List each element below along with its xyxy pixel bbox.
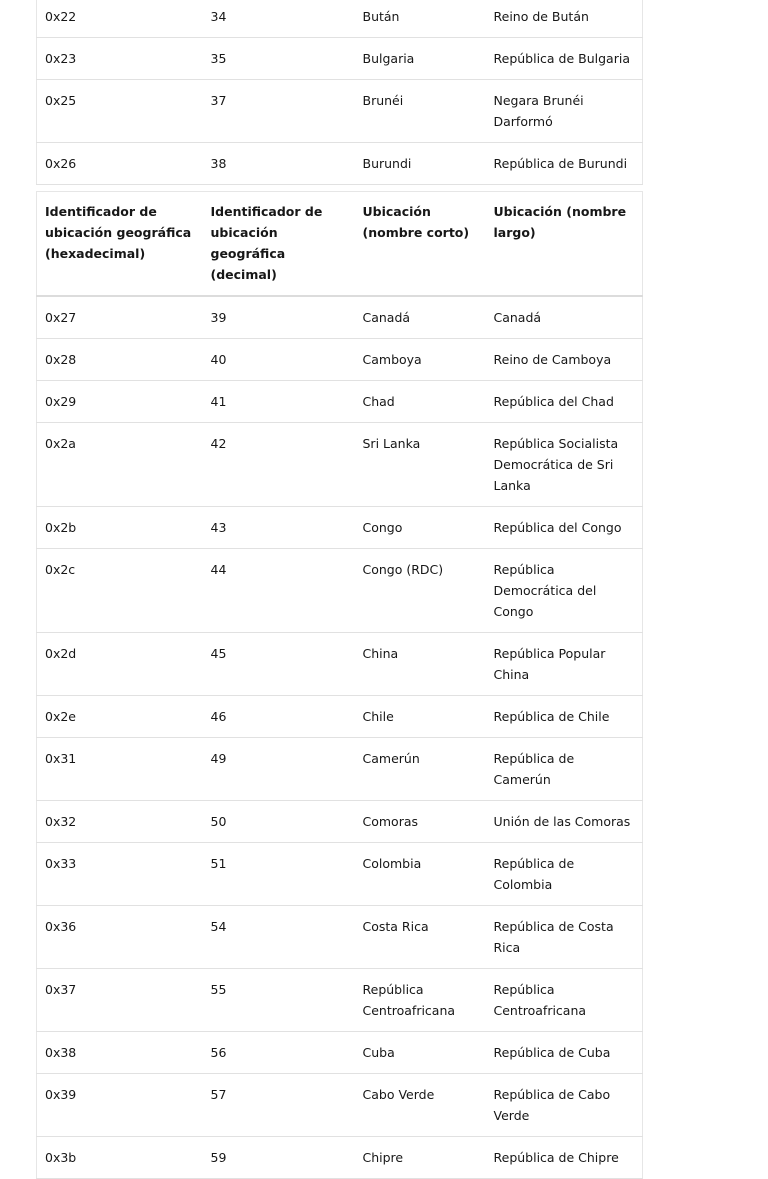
cell-long-name: Unión de las Comoras [486, 801, 643, 843]
cell-short-name: Cabo Verde [355, 1074, 486, 1137]
table-row [37, 339, 643, 381]
cell-short-name: Chile [355, 696, 486, 738]
cell-long-name: República Democrática del Congo [486, 549, 643, 633]
table-row [37, 1137, 643, 1179]
cell-short-name: Colombia [355, 843, 486, 906]
cell-long-name: República Socialista Democrática de Sri Lanka [486, 423, 643, 507]
header-hex-id: Identificador de ubicación geográfica (hexadecimal) [37, 192, 203, 297]
table-row [37, 296, 643, 339]
cell-long-name: República de Bulgaria [486, 38, 643, 80]
cell-decimal-id: 43 [203, 507, 355, 549]
cell-hex-id: 0x25 [37, 80, 203, 143]
cell-decimal-id: 39 [203, 296, 355, 339]
cell-long-name: República de Cabo Verde [486, 1074, 643, 1137]
cell-long-name: República del Congo [486, 507, 643, 549]
cell-hex-id: 0x2c [37, 549, 203, 633]
cell-hex-id: 0x27 [37, 296, 203, 339]
cell-hex-id: 0x26 [37, 143, 203, 185]
cell-hex-id: 0x32 [37, 801, 203, 843]
cell-decimal-id: 59 [203, 1137, 355, 1179]
cell-decimal-id: 34 [203, 0, 355, 38]
cell-short-name: Bulgaria [355, 38, 486, 80]
table-row [37, 143, 643, 185]
header-short-name: Ubicación (nombre corto) [355, 192, 486, 297]
cell-decimal-id: 57 [203, 1074, 355, 1137]
cell-decimal-id: 44 [203, 549, 355, 633]
cell-long-name: Reino de Camboya [486, 339, 643, 381]
table-row [37, 381, 643, 423]
cell-short-name: Chipre [355, 1137, 486, 1179]
table-row [37, 696, 643, 738]
cell-decimal-id: 40 [203, 339, 355, 381]
table-row [37, 969, 643, 1032]
cell-long-name: República de Chipre [486, 1137, 643, 1179]
table-row [37, 507, 643, 549]
cell-hex-id: 0x2d [37, 633, 203, 696]
cell-short-name: Bután [355, 0, 486, 38]
table-body [37, 0, 643, 185]
cell-long-name: República de Camerún [486, 738, 643, 801]
cell-hex-id: 0x2e [37, 696, 203, 738]
geo-table [36, 191, 643, 1179]
table-row [37, 423, 643, 507]
table-header-row [37, 192, 643, 297]
table-row [37, 843, 643, 906]
header-decimal-id: Identificador de ubicación geográfica (decimal) [203, 192, 355, 297]
cell-decimal-id: 45 [203, 633, 355, 696]
cell-decimal-id: 42 [203, 423, 355, 507]
cell-hex-id: 0x36 [37, 906, 203, 969]
table-row [37, 633, 643, 696]
cell-long-name: Reino de Bután [486, 0, 643, 38]
cell-hex-id: 0x22 [37, 0, 203, 38]
table-row [37, 0, 643, 38]
table-row [37, 906, 643, 969]
table-row [37, 549, 643, 633]
cell-hex-id: 0x3b [37, 1137, 203, 1179]
cell-decimal-id: 55 [203, 969, 355, 1032]
cell-short-name: Camboya [355, 339, 486, 381]
cell-decimal-id: 37 [203, 80, 355, 143]
cell-hex-id: 0x23 [37, 38, 203, 80]
cell-long-name: República de Chile [486, 696, 643, 738]
cell-short-name: Chad [355, 381, 486, 423]
cell-short-name: Camerún [355, 738, 486, 801]
header-long-name: Ubicación (nombre largo) [486, 192, 643, 297]
cell-long-name: República de Colombia [486, 843, 643, 906]
cell-short-name: Canadá [355, 296, 486, 339]
cell-hex-id: 0x37 [37, 969, 203, 1032]
cell-decimal-id: 51 [203, 843, 355, 906]
cell-hex-id: 0x2b [37, 507, 203, 549]
cell-long-name: Canadá [486, 296, 643, 339]
table-row [37, 1074, 643, 1137]
cell-hex-id: 0x33 [37, 843, 203, 906]
cell-long-name: República de Cuba [486, 1032, 643, 1074]
cell-short-name: Burundi [355, 143, 486, 185]
cell-short-name: Brunéi [355, 80, 486, 143]
cell-short-name: República Centroafricana [355, 969, 486, 1032]
table-row [37, 738, 643, 801]
table-row [37, 80, 643, 143]
cell-decimal-id: 35 [203, 38, 355, 80]
cell-short-name: Congo (RDC) [355, 549, 486, 633]
cell-decimal-id: 49 [203, 738, 355, 801]
cell-short-name: China [355, 633, 486, 696]
cell-long-name: República de Costa Rica [486, 906, 643, 969]
cell-short-name: Costa Rica [355, 906, 486, 969]
cell-hex-id: 0x38 [37, 1032, 203, 1074]
cell-decimal-id: 41 [203, 381, 355, 423]
cell-decimal-id: 38 [203, 143, 355, 185]
cell-hex-id: 0x29 [37, 381, 203, 423]
cell-long-name: República Centroafricana [486, 969, 643, 1032]
cell-decimal-id: 54 [203, 906, 355, 969]
cell-short-name: Congo [355, 507, 486, 549]
cell-long-name: República de Burundi [486, 143, 643, 185]
cell-short-name: Sri Lanka [355, 423, 486, 507]
cell-hex-id: 0x31 [37, 738, 203, 801]
cell-short-name: Cuba [355, 1032, 486, 1074]
cell-decimal-id: 46 [203, 696, 355, 738]
cell-short-name: Comoras [355, 801, 486, 843]
cell-long-name: República Popular China [486, 633, 643, 696]
cell-hex-id: 0x28 [37, 339, 203, 381]
cell-decimal-id: 50 [203, 801, 355, 843]
cell-long-name: Negara Brunéi Darformó [486, 80, 643, 143]
cell-decimal-id: 56 [203, 1032, 355, 1074]
table-row [37, 1032, 643, 1074]
cell-long-name: República del Chad [486, 381, 643, 423]
geo-table-continued [36, 0, 643, 185]
table-body [37, 296, 643, 1179]
cell-hex-id: 0x2a [37, 423, 203, 507]
table-row [37, 38, 643, 80]
document-page [36, 0, 642, 1165]
table-row [37, 801, 643, 843]
cell-hex-id: 0x39 [37, 1074, 203, 1137]
